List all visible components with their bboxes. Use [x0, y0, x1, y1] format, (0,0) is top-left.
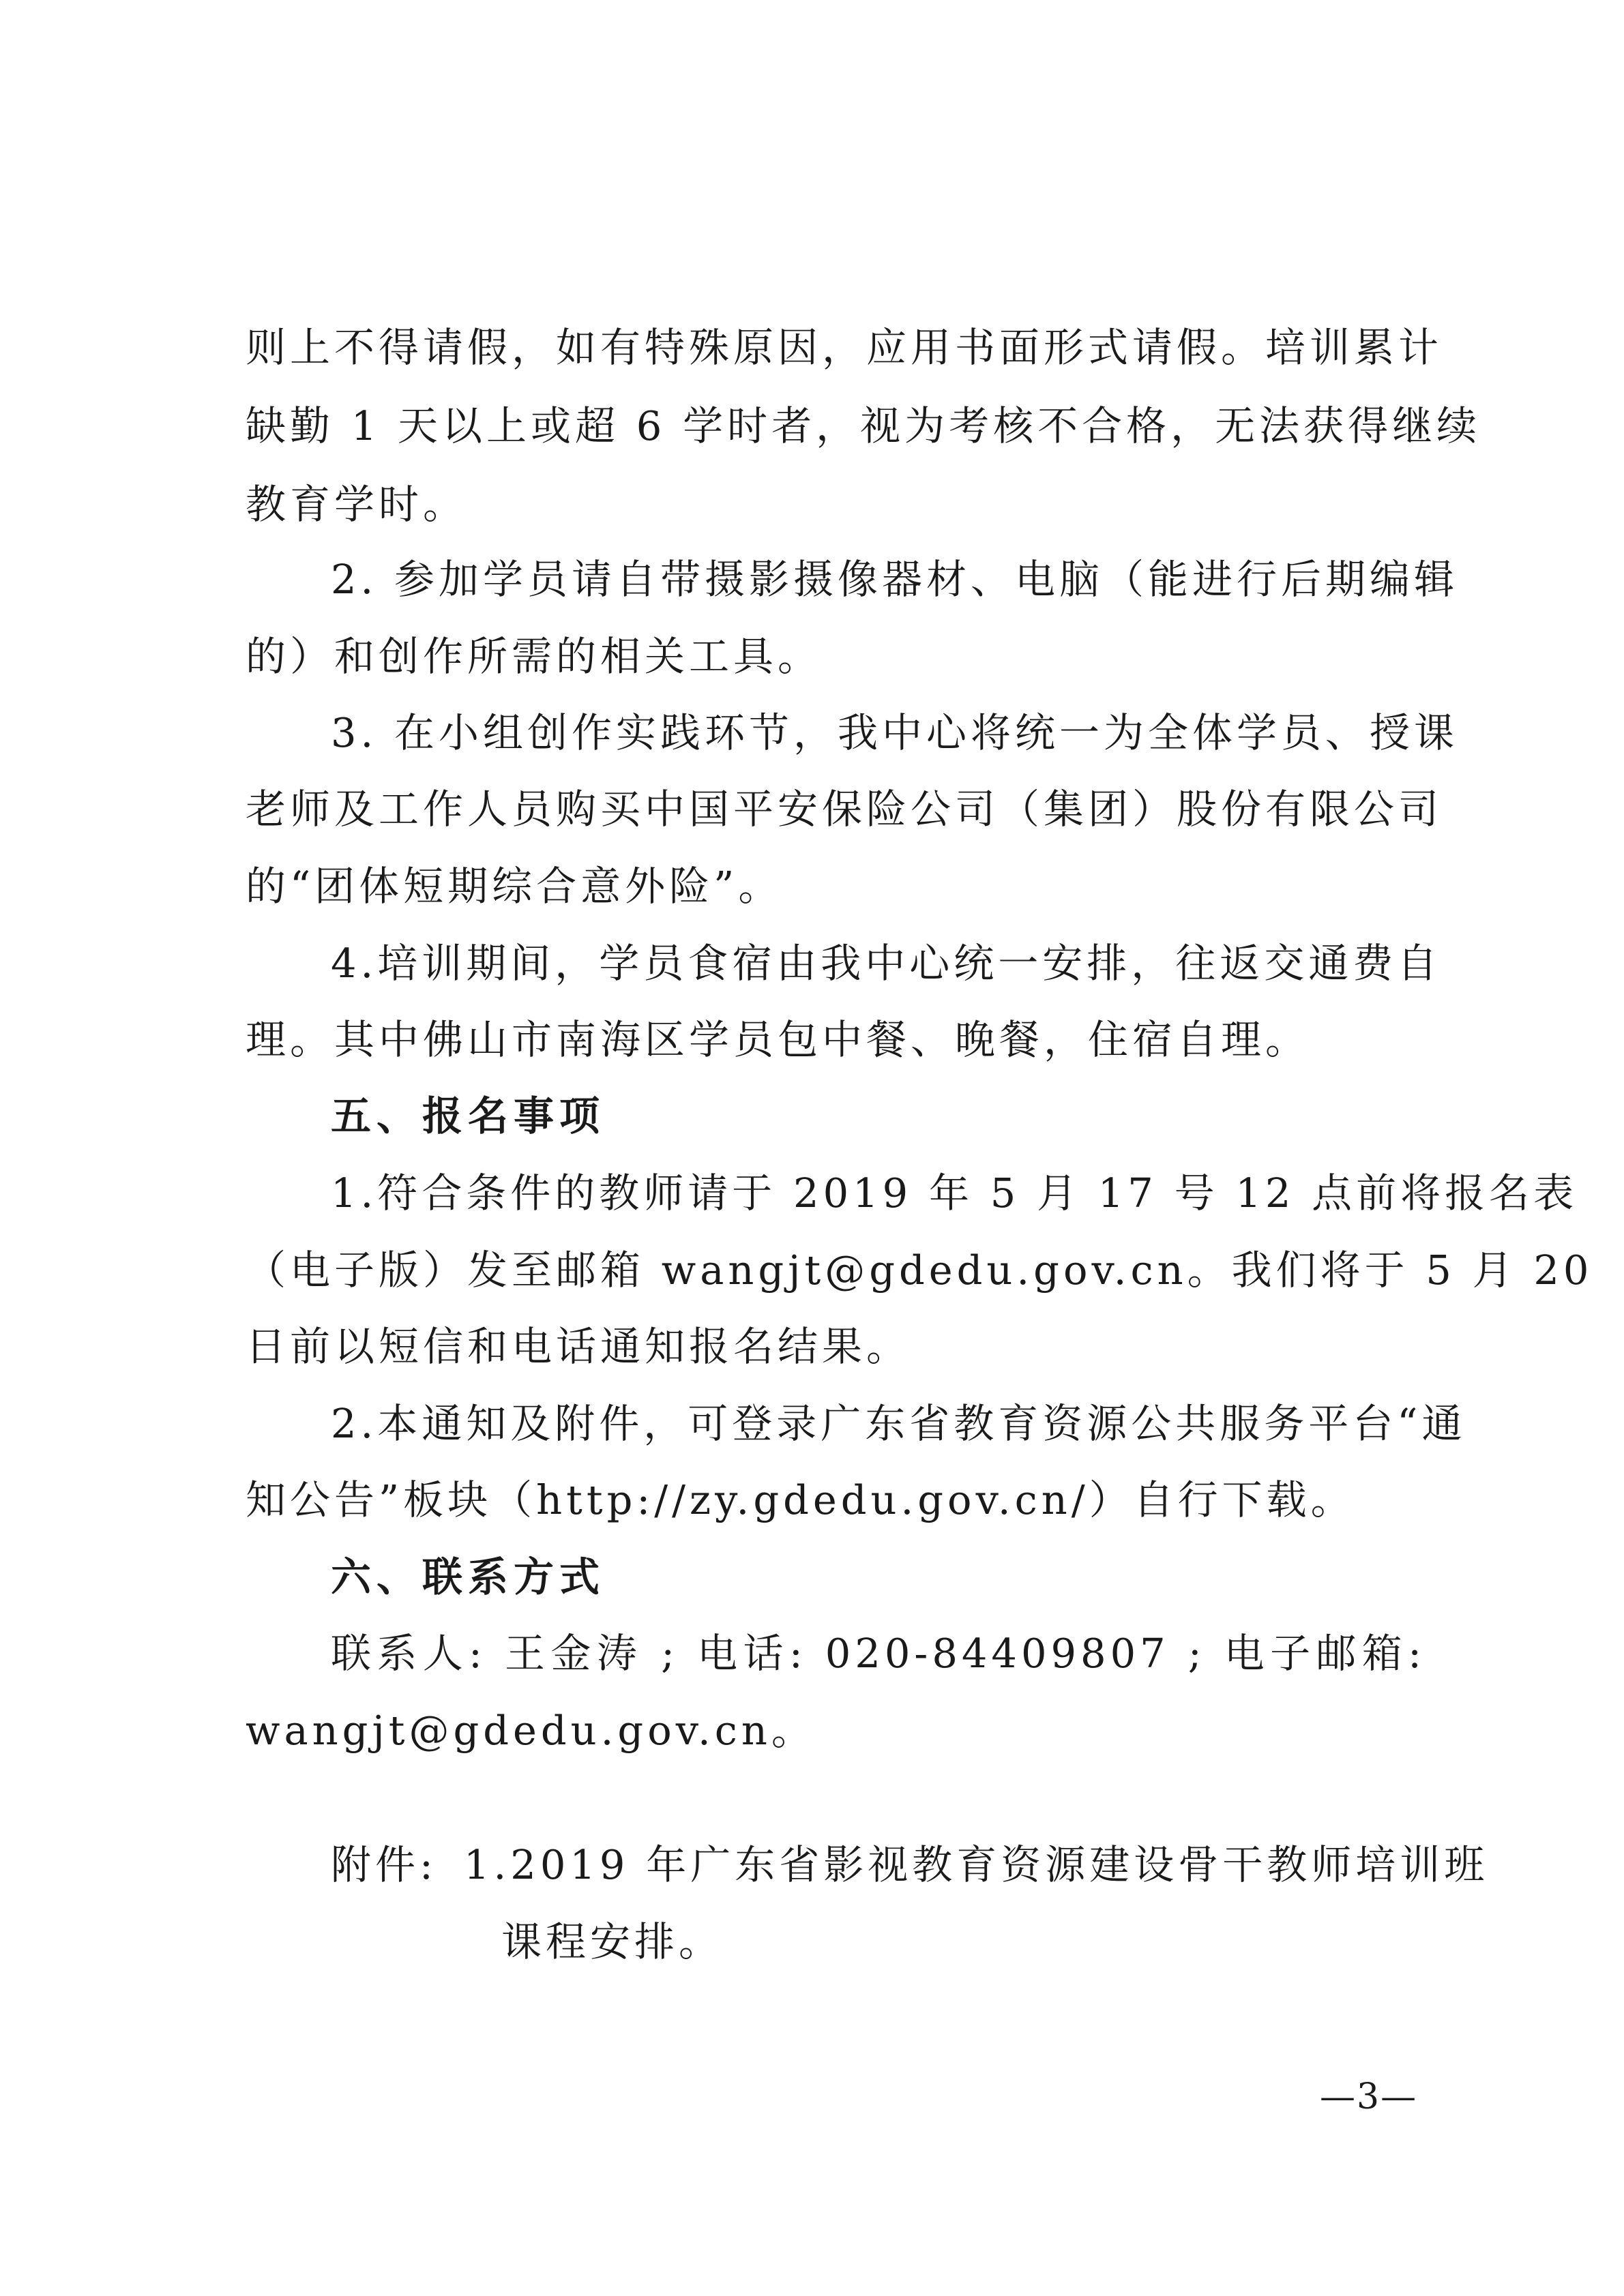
attachment-item: 1.2019 年广东省影视教育资源建设骨干教师培训班: [464, 1841, 1489, 1888]
paragraph-line: 的）和创作所需的相关工具。: [246, 633, 823, 680]
section-heading: 五、报名事项: [331, 1092, 606, 1139]
attachment-item-continued: 课程安排。: [501, 1918, 724, 1965]
paragraph-line: 1.符合条件的教师请于 2019 年 5 月 17 号 12 点前将报名表: [331, 1169, 1578, 1217]
attachment-label: 附件:: [331, 1841, 437, 1888]
paragraph-line: 2. 参加学员请自带摄影摄像器材、电脑（能进行后期编辑: [331, 556, 1459, 603]
page-number: —3—: [1320, 2076, 1418, 2117]
paragraph-line: 则上不得请假，如有特殊原因，应用书面形式请假。培训累计: [246, 324, 1443, 371]
section-heading: 六、联系方式: [331, 1553, 606, 1600]
paragraph-line: 缺勤 1 天以上或超 6 学时者，视为考核不合格，无法获得继续: [246, 402, 1481, 449]
paragraph-line: 2.本通知及附件，可登录广东省教育资源公共服务平台“通: [331, 1400, 1466, 1447]
paragraph-line: （电子版）发至邮箱 wangjt@gdedu.gov.cn。我们将于 5 月 20: [246, 1247, 1593, 1294]
paragraph-line: 4.培训期间，学员食宿由我中心统一安排，往返交通费自: [331, 940, 1442, 987]
paragraph-line: 教育学时。: [246, 481, 468, 528]
paragraph-line: 老师及工作人员购买中国平安保险公司（集团）股份有限公司: [246, 786, 1443, 833]
paragraph-line: 3. 在小组创作实践环节，我中心将统一为全体学员、授课: [331, 709, 1459, 756]
paragraph-line: 日前以短信和电话通知报名结果。: [246, 1323, 911, 1370]
paragraph-line: 理。其中佛山市南海区学员包中餐、晚餐，住宿自理。: [246, 1016, 1310, 1063]
paragraph-line: 的“团体短期综合意外险”。: [246, 863, 783, 910]
contact-email-line: wangjt@gdedu.gov.cn。: [246, 1707, 816, 1754]
paragraph-line: 知公告”板块（http://zy.gdedu.gov.cn/）自行下载。: [246, 1476, 1355, 1523]
contact-line: 联系人: 王金涛 ; 电话: 020-84409807 ; 电子邮箱:: [331, 1630, 1426, 1677]
